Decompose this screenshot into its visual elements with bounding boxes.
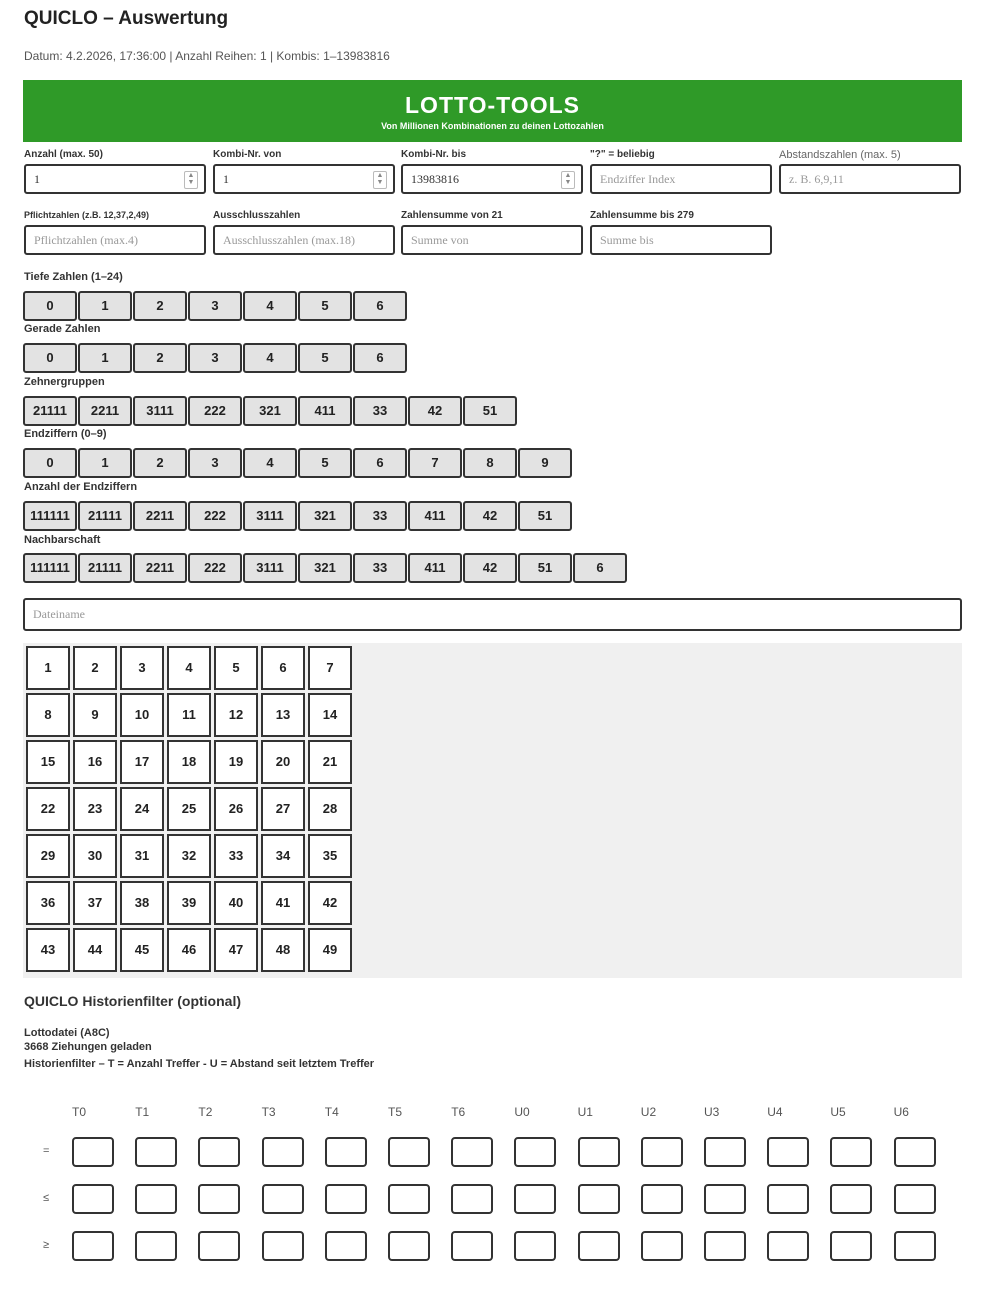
mandatory-label: Pflichtzahlen (z.B. 12,37,2,49) [24,210,150,220]
number-cell[interactable]: 45 [120,928,164,972]
history-filter-input[interactable] [388,1231,430,1261]
history-filter-input[interactable] [578,1184,620,1214]
filter-chip[interactable]: 2211 [133,553,187,583]
history-column-header: U0 [514,1105,530,1119]
filter-chip[interactable]: 2 [133,291,187,321]
number-cell[interactable]: 2 [73,646,117,690]
history-filter-input[interactable] [451,1231,493,1261]
number-cell[interactable]: 27 [261,787,305,831]
number-cell[interactable]: 28 [308,787,352,831]
filter-chip[interactable]: 3111 [243,553,297,583]
mandatory-input[interactable]: Pflichtzahlen (max.4) [24,225,206,255]
filter-chip[interactable]: 42 [408,396,462,426]
filter-chip[interactable]: 2211 [133,501,187,531]
combo-from-label: Kombi-Nr. von [213,149,282,160]
history-column-header: U2 [640,1105,657,1119]
filter-chip[interactable]: 21111 [78,553,132,583]
history-column-header: T4 [324,1105,339,1119]
history-filter-input[interactable] [72,1231,114,1261]
filter-chip[interactable]: 411 [298,396,352,426]
group-label-even: Gerade Zahlen [24,323,101,335]
number-cell[interactable]: 9 [73,693,117,737]
history-column-header: T0 [72,1105,87,1119]
number-cell[interactable]: 49 [308,928,352,972]
number-cell[interactable]: 22 [26,787,70,831]
distance-input[interactable]: z. B. 6,9,11 [779,164,961,194]
number-cell[interactable]: 47 [214,928,258,972]
filter-chip[interactable]: 51 [518,501,572,531]
history-row-operator: ≥ [43,1239,50,1251]
filter-chip[interactable]: 8 [463,448,517,478]
filter-chip[interactable]: 321 [298,553,352,583]
number-cell[interactable]: 6 [261,646,305,690]
history-filter-input[interactable] [72,1137,114,1167]
number-cell[interactable]: 36 [26,881,70,925]
combo-to-stepper-icon[interactable]: ▲ ▼ [561,171,575,189]
history-filter-input[interactable] [830,1137,872,1167]
history-filter-input[interactable] [830,1231,872,1261]
number-cell[interactable]: 38 [120,881,164,925]
filter-chip[interactable]: 21111 [78,501,132,531]
filter-chip[interactable]: 51 [518,553,572,583]
count-label: Anzahl (max. 50) [24,149,103,160]
group-enddigits [23,448,572,478]
filter-chip[interactable]: 42 [463,501,517,531]
number-grid-panel [23,643,962,978]
number-cell[interactable]: 41 [261,881,305,925]
number-cell[interactable]: 15 [26,740,70,784]
history-legend: Historienfilter – T = Anzahl Treffer - U = Abstand seit letztem Treffer [24,1058,375,1070]
filter-chip[interactable]: 5 [298,343,352,373]
history-filter-input[interactable] [767,1184,809,1214]
number-cell[interactable]: 13 [261,693,305,737]
number-cell[interactable]: 3 [120,646,164,690]
filter-chip[interactable]: 321 [243,396,297,426]
filter-chip[interactable]: 4 [243,448,297,478]
filter-chip[interactable]: 9 [518,448,572,478]
history-filter-input[interactable] [704,1184,746,1214]
history-filter-input[interactable] [767,1231,809,1261]
number-cell[interactable]: 48 [261,928,305,972]
history-row-operator: ≤ [43,1192,50,1204]
filter-chip[interactable]: 5 [298,291,352,321]
history-filter-input[interactable] [767,1137,809,1167]
group-label-decades: Zehnergruppen [24,376,105,388]
filter-chip[interactable]: 4 [243,343,297,373]
filter-chip[interactable]: 6 [573,553,627,583]
combo-from-input[interactable] [213,164,395,194]
filter-chip[interactable]: 21111 [23,396,77,426]
group-label-neighbors: Nachbarschaft [24,534,101,546]
filter-chip[interactable]: 33 [353,501,407,531]
history-filter-input[interactable] [388,1184,430,1214]
history-filter-input[interactable] [325,1184,367,1214]
history-filter-input[interactable] [578,1231,620,1261]
enddigit-index-input[interactable]: Endziffer Index [590,164,772,194]
number-cell[interactable]: 42 [308,881,352,925]
group-low [23,291,407,321]
history-filter-input[interactable] [830,1184,872,1214]
brand-subtitle: Von Millionen Kombinationen zu deinen Lottozahlen [381,121,604,131]
sum-to-input[interactable]: Summe bis [590,225,772,255]
history-column-header: U3 [704,1105,720,1119]
number-cell[interactable]: 25 [167,787,211,831]
number-cell[interactable]: 19 [214,740,258,784]
filter-chip[interactable]: 6 [353,291,407,321]
filter-chip[interactable]: 42 [463,553,517,583]
filter-chip[interactable]: 0 [23,448,77,478]
filter-chip[interactable]: 3 [188,343,242,373]
filter-chip[interactable]: 222 [188,396,242,426]
number-cell[interactable]: 30 [73,834,117,878]
group-enddigit-count [23,501,572,531]
filter-chip[interactable]: 411 [408,553,462,583]
filter-chip[interactable]: 2 [133,448,187,478]
filter-chip[interactable]: 1 [78,343,132,373]
filter-chip[interactable]: 2 [133,343,187,373]
history-filter-input[interactable] [388,1137,430,1167]
history-column-header: T2 [198,1105,213,1119]
filter-chip[interactable]: 321 [298,501,352,531]
history-filter-input[interactable] [894,1184,936,1214]
sum-to-label: Zahlensumme bis 279 [590,210,694,221]
page-title: QUICLO – Auswertung [24,8,229,29]
brand-title: LOTTO-TOOLS [405,92,580,118]
history-filter-input[interactable] [451,1137,493,1167]
filter-chip[interactable]: 51 [463,396,517,426]
history-filter-input[interactable] [451,1184,493,1214]
filter-chip[interactable]: 33 [353,553,407,583]
number-cell[interactable]: 39 [167,881,211,925]
number-cell[interactable]: 33 [214,834,258,878]
brand-banner [23,80,962,142]
number-cell[interactable]: 34 [261,834,305,878]
number-cell[interactable]: 7 [308,646,352,690]
number-cell[interactable]: 5 [214,646,258,690]
filter-chip[interactable]: 3111 [133,396,187,426]
combo-to-input[interactable] [401,164,583,194]
history-filter-input[interactable] [262,1231,304,1261]
history-filter-input[interactable] [262,1184,304,1214]
number-grid [26,646,352,972]
history-column-header: U4 [767,1105,783,1119]
group-label-enddigit-count: Anzahl der Endziffern [24,481,138,493]
history-column-header: T5 [388,1105,403,1119]
number-cell[interactable]: 31 [120,834,164,878]
filter-chip[interactable]: 33 [353,396,407,426]
history-filter-input[interactable] [641,1184,683,1214]
filter-chip[interactable]: 5 [298,448,352,478]
filter-chip[interactable]: 222 [188,501,242,531]
number-cell[interactable]: 24 [120,787,164,831]
history-column-header: T6 [451,1105,466,1119]
group-even [23,343,407,373]
history-filter-input[interactable] [894,1231,936,1261]
count-input[interactable] [24,164,206,194]
group-label-low: Tiefe Zahlen (1–24) [24,271,123,283]
number-cell[interactable]: 17 [120,740,164,784]
filter-chip[interactable]: 3111 [243,501,297,531]
history-column-header: U5 [830,1105,846,1119]
history-filter-input[interactable] [578,1137,620,1167]
history-column-header: U6 [893,1105,909,1119]
history-filter-input[interactable] [704,1231,746,1261]
exclude-input[interactable]: Ausschlusszahlen (max.18) [213,225,395,255]
number-cell[interactable]: 12 [214,693,258,737]
exclude-label: Ausschlusszahlen [213,210,301,221]
history-filter-input[interactable] [198,1137,240,1167]
filter-chip[interactable]: 0 [23,291,77,321]
combo-from-value: 1 [223,172,229,186]
count-value: 1 [34,172,40,186]
number-cell[interactable]: 8 [26,693,70,737]
combo-to-value: 13983816 [411,172,459,186]
number-cell[interactable]: 10 [120,693,164,737]
history-filter-input[interactable] [198,1184,240,1214]
sum-from-input[interactable]: Summe von [401,225,583,255]
group-decades [23,396,517,426]
count-stepper-icon[interactable]: ▲ ▼ [184,171,198,189]
history-filter-input[interactable] [894,1137,936,1167]
history-filter-input[interactable] [72,1184,114,1214]
filename-input[interactable]: Dateiname [23,598,962,631]
filter-chip[interactable]: 111111 [23,501,77,531]
enddigit-index-label: "?" = beliebig [590,149,655,160]
number-cell[interactable]: 1 [26,646,70,690]
history-filter-input[interactable] [704,1137,746,1167]
history-filter-input[interactable] [198,1231,240,1261]
filter-chip[interactable]: 1 [78,291,132,321]
history-filter-input[interactable] [514,1231,556,1261]
filter-chip[interactable]: 222 [188,553,242,583]
filter-chip[interactable]: 3 [188,448,242,478]
group-neighbors [23,553,627,583]
filter-chip[interactable]: 3 [188,291,242,321]
number-cell[interactable]: 32 [167,834,211,878]
history-filter-input[interactable] [135,1137,177,1167]
history-filter-input[interactable] [325,1231,367,1261]
number-cell[interactable]: 11 [167,693,211,737]
number-cell[interactable]: 46 [167,928,211,972]
history-filter-input[interactable] [262,1137,304,1167]
number-cell[interactable]: 23 [73,787,117,831]
number-cell[interactable]: 40 [214,881,258,925]
filter-chip[interactable]: 6 [353,343,407,373]
filter-chip[interactable]: 411 [408,501,462,531]
filter-chip[interactable]: 7 [408,448,462,478]
history-filter-input[interactable] [135,1231,177,1261]
filter-chip[interactable]: 2211 [78,396,132,426]
filter-chip[interactable]: 0 [23,343,77,373]
history-filter-input[interactable] [325,1137,367,1167]
history-file: Lottodatei (A8C) [24,1027,110,1039]
number-cell[interactable]: 37 [73,881,117,925]
history-row-operator: = [43,1145,50,1157]
page-meta: Datum: 4.2.2026, 17:36:00 | Anzahl Reihen: 1 | Kombis: 1–13983816 [24,49,390,63]
history-column-header: U1 [577,1105,593,1119]
number-cell[interactable]: 16 [73,740,117,784]
number-cell[interactable]: 18 [167,740,211,784]
filter-chip[interactable]: 6 [353,448,407,478]
history-filter-input[interactable] [641,1137,683,1167]
filter-chip[interactable]: 4 [243,291,297,321]
history-draws: 3668 Ziehungen geladen [24,1041,152,1053]
distance-label: Abstandszahlen (max. 5) [779,149,901,161]
number-cell[interactable]: 43 [26,928,70,972]
history-column-header: T3 [261,1105,276,1119]
history-filter-input[interactable] [135,1184,177,1214]
combo-to-label: Kombi-Nr. bis [401,149,467,160]
number-cell[interactable]: 21 [308,740,352,784]
number-cell[interactable]: 4 [167,646,211,690]
group-label-enddigits: Endziffern (0–9) [24,428,107,440]
filter-chip[interactable]: 111111 [23,553,77,583]
history-filter-input[interactable] [514,1137,556,1167]
history-title: QUICLO Historienfilter (optional) [24,993,241,1009]
number-cell[interactable]: 35 [308,834,352,878]
number-cell[interactable]: 20 [261,740,305,784]
history-filter-input[interactable] [514,1184,556,1214]
history-filter-input[interactable] [641,1231,683,1261]
number-cell[interactable]: 29 [26,834,70,878]
combo-from-stepper-icon[interactable]: ▲ ▼ [373,171,387,189]
filter-chip[interactable]: 1 [78,448,132,478]
history-column-header: T1 [135,1105,150,1119]
sum-from-label: Zahlensumme von 21 [401,210,503,221]
number-cell[interactable]: 14 [308,693,352,737]
number-cell[interactable]: 26 [214,787,258,831]
number-cell[interactable]: 44 [73,928,117,972]
